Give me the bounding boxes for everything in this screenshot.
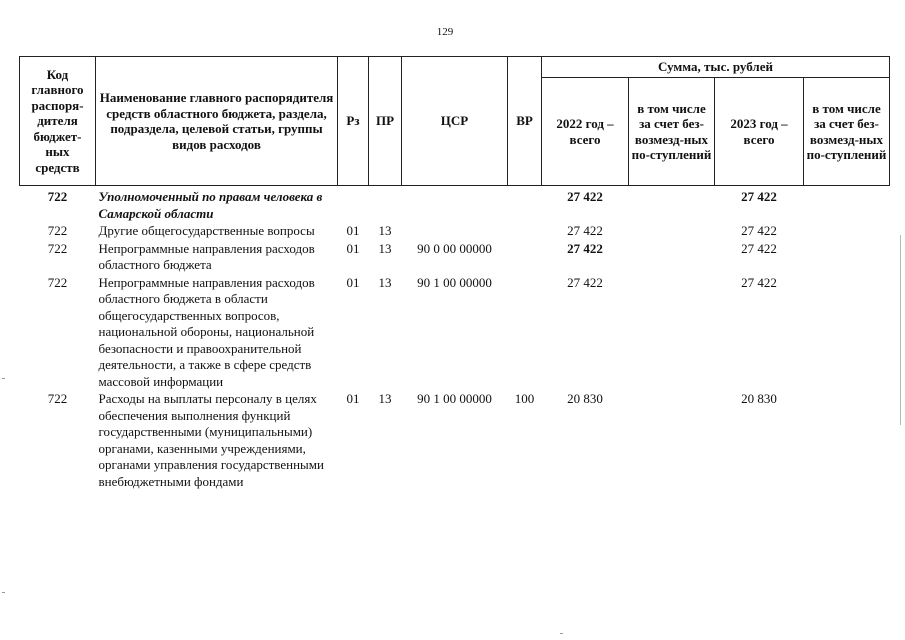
table-body xyxy=(20,186,890,492)
header-2023-total: 2023 год – всего xyxy=(715,78,804,186)
row-2023-total: 27 422 xyxy=(741,240,777,256)
row-csr: 90 0 00 00000 xyxy=(417,240,492,256)
row-2022-total: 27 422 xyxy=(567,189,603,204)
table-row xyxy=(20,275,890,392)
row-2023-total: 27 422 xyxy=(741,274,777,290)
row-2022-gratuitous xyxy=(629,223,715,241)
row-2022-total: 27 422 xyxy=(567,240,603,256)
row-code: 722 xyxy=(47,391,68,406)
budget-table xyxy=(19,56,890,491)
row-rz xyxy=(338,186,369,224)
header-rz: Рз xyxy=(338,57,369,186)
row-code: 722 xyxy=(47,223,68,238)
scan-speck xyxy=(2,378,5,379)
row-csr xyxy=(402,223,508,241)
header-vr: ВР xyxy=(508,57,542,186)
row-2023-gratuitous xyxy=(804,275,890,392)
header-2023-gratuitous: в том числе за счет без-возмезд-ных по-ступлений xyxy=(804,78,890,186)
row-2022-gratuitous xyxy=(629,391,715,491)
row-pr: 13 xyxy=(378,223,392,238)
row-2022-total: 27 422 xyxy=(567,274,603,290)
row-vr xyxy=(508,241,542,275)
row-2023-gratuitous xyxy=(804,391,890,491)
row-rz: 01 xyxy=(346,240,360,256)
row-pr: 13 xyxy=(378,391,392,406)
table-row xyxy=(20,223,890,241)
row-code: 722 xyxy=(47,274,68,290)
row-pr xyxy=(369,186,402,224)
row-vr xyxy=(508,186,542,224)
row-rz: 01 xyxy=(346,274,360,290)
row-2022-total: 27 422 xyxy=(567,223,603,238)
row-vr xyxy=(508,223,542,241)
scan-speck xyxy=(560,633,563,634)
row-name: Другие общегосударственные вопросы xyxy=(98,223,315,238)
row-name: Расходы на выплаты персоналу в целях обеспечения выполнения функций государственными (муниципальными) органами, казенными учреждениями, органами управления государственными внебюджетными фондами xyxy=(98,391,324,489)
row-name: Уполномоченный по правам человека в Самарской области xyxy=(98,189,323,221)
row-2023-gratuitous xyxy=(804,241,890,275)
table-row xyxy=(20,241,890,275)
row-csr: 90 1 00 00000 xyxy=(417,274,492,290)
page-number: 129 xyxy=(436,26,454,38)
row-2022-gratuitous xyxy=(629,186,715,224)
table-row xyxy=(20,391,890,491)
row-2023-gratuitous xyxy=(804,186,890,224)
scan-edge-mark xyxy=(900,235,901,425)
header-code: Код главного распоря-дителя бюджет-ных средств xyxy=(20,57,96,186)
row-csr xyxy=(402,186,508,224)
row-name: Непрограммные направления расходов областного бюджета в области общегосударственных вопросов, национальной обороны, национальной безопасности и правоохранительной деятельности, а также в сфере средств массовой информации xyxy=(98,274,315,389)
row-rz: 01 xyxy=(346,223,360,238)
table-row xyxy=(20,186,890,224)
row-2023-gratuitous xyxy=(804,223,890,241)
header-name: Наименование главного распорядителя средств областного бюджета, раздела, подраздела, целевой статьи, группы видов расходов xyxy=(96,57,338,186)
row-2022-gratuitous xyxy=(629,275,715,392)
row-vr xyxy=(508,275,542,392)
header-csr: ЦСР xyxy=(402,57,508,186)
header-sum: Сумма, тыс. рублей xyxy=(542,57,890,78)
row-2023-total: 20 830 xyxy=(741,391,777,406)
scan-speck xyxy=(2,592,5,593)
row-code: 722 xyxy=(47,189,68,204)
row-vr: 100 xyxy=(514,391,535,406)
header-pr: ПР xyxy=(369,57,402,186)
row-pr: 13 xyxy=(378,240,392,256)
row-2022-gratuitous xyxy=(629,241,715,275)
header-2022-gratuitous: в том числе за счет без-возмезд-ных по-ступлений xyxy=(629,78,715,186)
row-name: Непрограммные направления расходов областного бюджета xyxy=(98,240,315,272)
row-2023-total: 27 422 xyxy=(741,223,777,238)
budget-table-wrapper xyxy=(19,56,890,491)
table-header xyxy=(20,57,890,186)
row-2023-total: 27 422 xyxy=(741,189,777,204)
row-code: 722 xyxy=(47,240,68,256)
row-rz: 01 xyxy=(346,391,360,406)
row-pr: 13 xyxy=(378,274,392,290)
row-csr: 90 1 00 00000 xyxy=(417,391,492,406)
row-2022-total: 20 830 xyxy=(567,391,603,406)
header-2022-total: 2022 год – всего xyxy=(542,78,629,186)
